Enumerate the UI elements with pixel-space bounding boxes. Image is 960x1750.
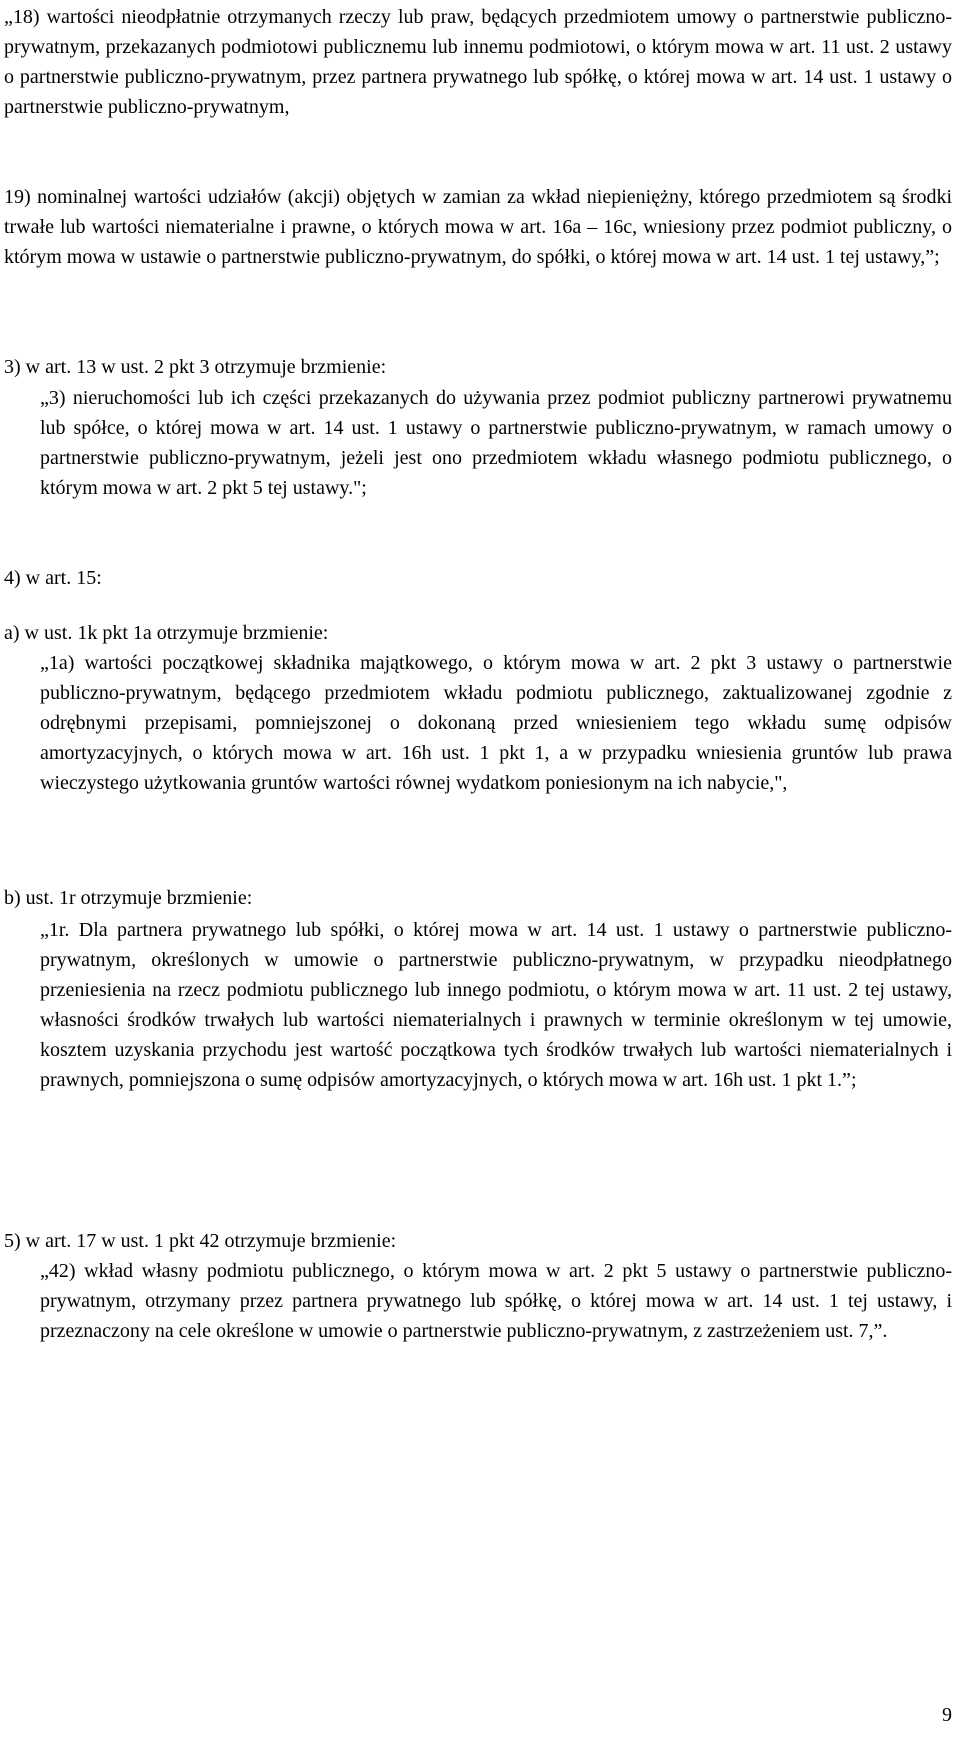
item-4-label: 4) w art. 15: — [4, 567, 102, 589]
paragraph-pt-18: „18) wartości nieodpłatnie otrzymanych rzeczy lub praw, będących przedmiotem umowy o partnerstwie publiczno-prywatnym, przekazanych podmiotowi publicznemu lub innemu podmiotowi, o którym mowa w art. 11 ust. 2 ustawy o partnerstwie publiczno-prywatnym, przez partnera prywatnego lub spółkę, o której mowa w art. 14 ust. 1 ustawy o partnerstwie publiczno-prywatnym, — [4, 6, 952, 118]
paragraph-pt-19: 19) nominalnej wartości udziałów (akcji) objętych w zamian za wkład niepieniężny, którego przedmiotem są środki trwałe lub wartości niematerialne i prawne, o których mowa w art. 16a – 16c, wniesiony przez podmiot publiczny, o którym mowa w ustawie o partnerstwie publiczno-prywatnym, do spółki, o której mowa w art. 14 ust. 1 tej ustawy,”; — [4, 186, 952, 268]
item-4a-text: „1a) wartości początkowej składnika majątkowego, o którym mowa w art. 2 pkt 3 ustawy o partnerstwie publiczno-prywatnym, będącego przedmiotem wkładu podmiotu publicznego, zaktualizowanej zgodnie z odrębnymi przepisami, pomniejszonej o dokonaną przed wniesieniem tego wkładu sumę odpisów amortyzacyjnych, o których mowa w art. 16h ust. 1 pkt 1, a w przypadku wniesienia gruntów lub prawa wieczystego użytkowania gruntów wartości równej wydatkom poniesionym na ich nabycie,", — [40, 652, 952, 794]
item-4b-label: b) ust. 1r otrzymuje brzmienie: — [4, 887, 253, 909]
item-4a-label: a) w ust. 1k pkt 1a otrzymuje brzmienie: — [4, 622, 329, 644]
item-3-label: 3) w art. 13 w ust. 2 pkt 3 otrzymuje brzmienie: — [4, 356, 387, 378]
page-number: 9 — [942, 1704, 952, 1726]
item-4b-text: „1r. Dla partnera prywatnego lub spółki, o której mowa w art. 14 ust. 1 ustawy o partnerstwie publiczno-prywatnym, określonych w umowie o partnerstwie publiczno-prywatnym, w przypadku nieodpłatnego przeniesienia na rzecz podmiotu publicznego lub innego podmiotu, o którym mowa w art. 11 ust. 2 tej ustawy, własności środków trwałych lub wartości niematerialnych i prawnych w terminie określonym w tej umowie, kosztem uzyskania przychodu jest wartość początkowa tych środków trwałych lub wartości niematerialnych i prawnych, pomniejszona o sumę odpisów amortyzacyjnych, o których mowa w art. 16h ust. 1 pkt 1.”; — [40, 919, 952, 1091]
item-3-text: „3) nieruchomości lub ich części przekazanych do używania przez podmiot publiczny partnerowi prywatnemu lub spółce, o której mowa w art. 14 ust. 1 ustawy o partnerstwie publiczno-prywatnym, w ramach umowy o partnerstwie publiczno-prywatnym, jeżeli jest ono przedmiotem wkładu własnego podmiotu publicznego, o którym mowa w art. 2 pkt 5 tej ustawy."; — [40, 387, 952, 499]
item-5-label: 5) w art. 17 w ust. 1 pkt 42 otrzymuje brzmienie: — [4, 1230, 397, 1252]
item-5-text: „42) wkład własny podmiotu publicznego, o którym mowa w art. 2 pkt 5 ustawy o partnerstwie publiczno-prywatnym, otrzymany przez partnera prywatnego lub spółkę, o której mowa w art. 14 ust. 1 tej ustawy, i przeznaczony na cele określone w umowie o partnerstwie publiczno-prywatnym, z zastrzeżeniem ust. 7,”. — [40, 1260, 952, 1342]
